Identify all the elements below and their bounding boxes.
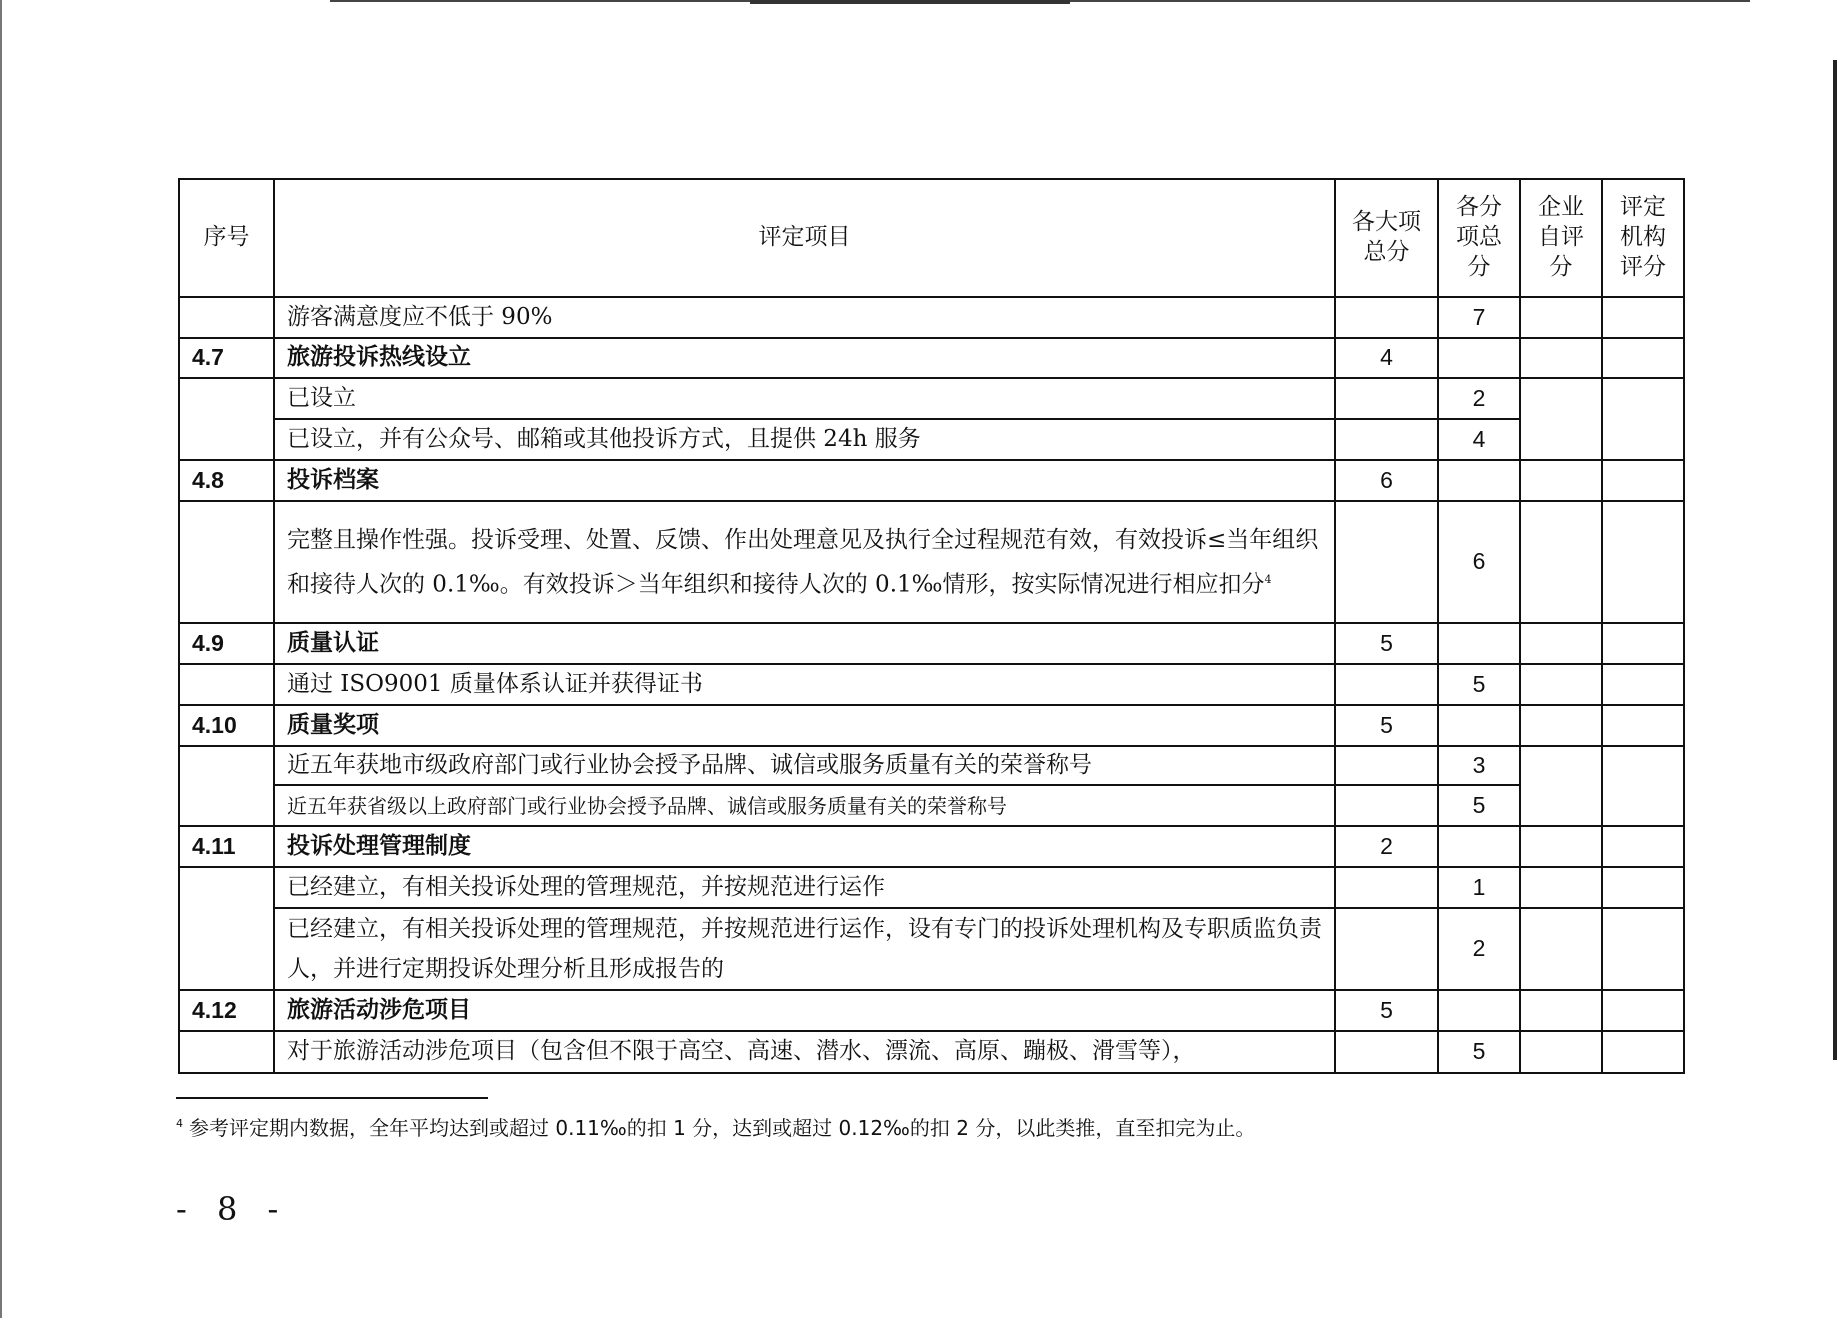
section-title-cell: 质量认证 (274, 623, 1335, 664)
item-cell: 已经建立，有相关投诉处理的管理规范，并按规范进行运作，设有专门的投诉处理机构及专职质监负责人，并进行定期投诉处理分析且形成报告的 (274, 908, 1335, 990)
seq-cell (179, 501, 274, 623)
agency-score-input[interactable] (1602, 1031, 1684, 1073)
major-score-cell (1335, 664, 1438, 705)
sub-score-cell: 2 (1438, 378, 1520, 419)
table-row (179, 908, 1684, 990)
table-row (179, 419, 1684, 460)
sub-score-cell (1438, 826, 1520, 867)
header-self-score: 企业自评分 (1520, 179, 1602, 297)
agency-score-input[interactable] (1602, 338, 1684, 378)
major-score-cell: 5 (1335, 990, 1438, 1031)
seq-cell: 4.7 (179, 338, 274, 378)
agency-score-input[interactable] (1602, 990, 1684, 1031)
item-cell: 对于旅游活动涉危项目（包含但不限于高空、高速、潜水、漂流、高原、蹦极、滑雪等）， (274, 1031, 1335, 1073)
table-row-section (179, 623, 1684, 664)
section-title-cell: 旅游投诉热线设立 (274, 338, 1335, 378)
item-cell: 近五年获地市级政府部门或行业协会授予品牌、诚信或服务质量有关的荣誉称号 (274, 746, 1335, 785)
major-score-cell: 4 (1335, 338, 1438, 378)
item-cell: 已设立，并有公众号、邮箱或其他投诉方式，且提供 24h 服务 (274, 419, 1335, 460)
table-row-section (179, 705, 1684, 746)
footnote-ref[interactable]: 4 (1264, 572, 1272, 586)
self-score-input[interactable] (1520, 297, 1602, 338)
footnote (176, 1112, 1255, 1141)
agency-score-input[interactable] (1602, 378, 1684, 460)
major-score-cell (1335, 1031, 1438, 1073)
seq-cell: 4.10 (179, 705, 274, 746)
sub-score-cell: 5 (1438, 785, 1520, 826)
major-score-cell (1335, 746, 1438, 785)
header-seq: 序号 (179, 179, 274, 297)
major-score-cell: 5 (1335, 705, 1438, 746)
header-item: 评定项目 (274, 179, 1335, 297)
item-cell: 近五年获省级以上政府部门或行业协会授予品牌、诚信或服务质量有关的荣誉称号 (274, 785, 1335, 826)
header-sub-total: 各分项总分 (1438, 179, 1520, 297)
table-row-section (179, 990, 1684, 1031)
item-cell: 通过 ISO9001 质量体系认证并获得证书 (274, 664, 1335, 705)
seq-cell: 4.8 (179, 460, 274, 501)
seq-cell (179, 746, 274, 826)
table-row (179, 664, 1684, 705)
seq-cell (179, 867, 274, 990)
scan-border-left (0, 0, 2, 1318)
sub-score-cell: 2 (1438, 908, 1520, 990)
table-row (179, 746, 1684, 785)
major-score-cell (1335, 297, 1438, 338)
footnote-marker: 4 (176, 1117, 183, 1131)
seq-cell (179, 378, 274, 460)
table-row (179, 1031, 1684, 1073)
sub-score-cell: 3 (1438, 746, 1520, 785)
agency-score-input[interactable] (1602, 867, 1684, 908)
agency-score-input[interactable] (1602, 623, 1684, 664)
self-score-input[interactable] (1520, 623, 1602, 664)
section-title-cell: 投诉档案 (274, 460, 1335, 501)
major-score-cell: 2 (1335, 826, 1438, 867)
item-cell: 已经建立，有相关投诉处理的管理规范，并按规范进行运作 (274, 867, 1335, 908)
table-row (179, 378, 1684, 419)
self-score-input[interactable] (1520, 1031, 1602, 1073)
major-score-cell (1335, 378, 1438, 419)
agency-score-input[interactable] (1602, 297, 1684, 338)
agency-score-input[interactable] (1602, 664, 1684, 705)
seq-cell (179, 297, 274, 338)
sub-score-cell: 5 (1438, 1031, 1520, 1073)
footnote-divider (176, 1097, 488, 1099)
sub-score-cell (1438, 338, 1520, 378)
sub-score-cell (1438, 705, 1520, 746)
agency-score-input[interactable] (1602, 501, 1684, 623)
major-score-cell: 5 (1335, 623, 1438, 664)
self-score-input[interactable] (1520, 664, 1602, 705)
major-score-cell (1335, 785, 1438, 826)
sub-score-cell: 6 (1438, 501, 1520, 623)
major-score-cell (1335, 867, 1438, 908)
seq-cell: 4.9 (179, 623, 274, 664)
item-cell: 已设立 (274, 378, 1335, 419)
table-header-row (179, 179, 1684, 297)
item-cell: 游客满意度应不低于 90% (274, 297, 1335, 338)
self-score-input[interactable] (1520, 501, 1602, 623)
seq-cell: 4.11 (179, 826, 274, 867)
sub-score-cell: 7 (1438, 297, 1520, 338)
table-row-section (179, 460, 1684, 501)
item-cell: 完整且操作性强。投诉受理、处置、反馈、作出处理意见及执行全过程规范有效，有效投诉≤当年组织和接待人次的 0.1‰。有效投诉＞当年组织和接待人次的 0.1‰情形，按实际情况进行相应扣分$^4$ (274, 501, 1335, 623)
header-agency-score: 评定机构评分 (1602, 179, 1684, 297)
agency-score-input[interactable] (1602, 460, 1684, 501)
table-row-section (179, 338, 1684, 378)
self-score-input[interactable] (1520, 990, 1602, 1031)
self-score-input[interactable] (1520, 460, 1602, 501)
section-title-cell: 质量奖项 (274, 705, 1335, 746)
self-score-input[interactable] (1520, 908, 1602, 990)
major-score-cell: 6 (1335, 460, 1438, 501)
section-title-cell: 投诉处理管理制度 (274, 826, 1335, 867)
sub-score-cell (1438, 623, 1520, 664)
major-score-cell (1335, 419, 1438, 460)
sub-score-cell (1438, 460, 1520, 501)
self-score-input[interactable] (1520, 867, 1602, 908)
scoring-table (178, 178, 1685, 1074)
section-title-cell: 旅游活动涉危项目 (274, 990, 1335, 1031)
sub-score-cell: 1 (1438, 867, 1520, 908)
table-row (179, 297, 1684, 338)
agency-score-input[interactable] (1602, 746, 1684, 826)
scan-border-top-thick (750, 0, 1070, 4)
header-major-total: 各大项总分 (1335, 179, 1438, 297)
page-number: - 8 - (176, 1190, 289, 1228)
table-row (179, 785, 1684, 826)
major-score-cell (1335, 908, 1438, 990)
agency-score-input[interactable] (1602, 908, 1684, 990)
self-score-input[interactable] (1520, 746, 1602, 826)
footnote-text: 参考评定期内数据，全年平均达到或超过 0.11‰的扣 1 分，达到或超过 0.12‰的扣 2 分，以此类推，直至扣完为止。 (189, 1116, 1256, 1140)
sub-score-cell: 5 (1438, 664, 1520, 705)
seq-cell (179, 664, 274, 705)
table-row-section (179, 826, 1684, 867)
sub-score-cell (1438, 990, 1520, 1031)
table-row (179, 867, 1684, 908)
major-score-cell (1335, 501, 1438, 623)
seq-cell: 4.12 (179, 990, 274, 1031)
seq-cell (179, 1031, 274, 1073)
agency-score-input[interactable] (1602, 826, 1684, 867)
sub-score-cell: 4 (1438, 419, 1520, 460)
self-score-input[interactable] (1520, 826, 1602, 867)
scan-border-right (1833, 60, 1837, 1060)
self-score-input[interactable] (1520, 378, 1602, 460)
agency-score-input[interactable] (1602, 705, 1684, 746)
self-score-input[interactable] (1520, 338, 1602, 378)
self-score-input[interactable] (1520, 705, 1602, 746)
table-row (179, 501, 1684, 623)
